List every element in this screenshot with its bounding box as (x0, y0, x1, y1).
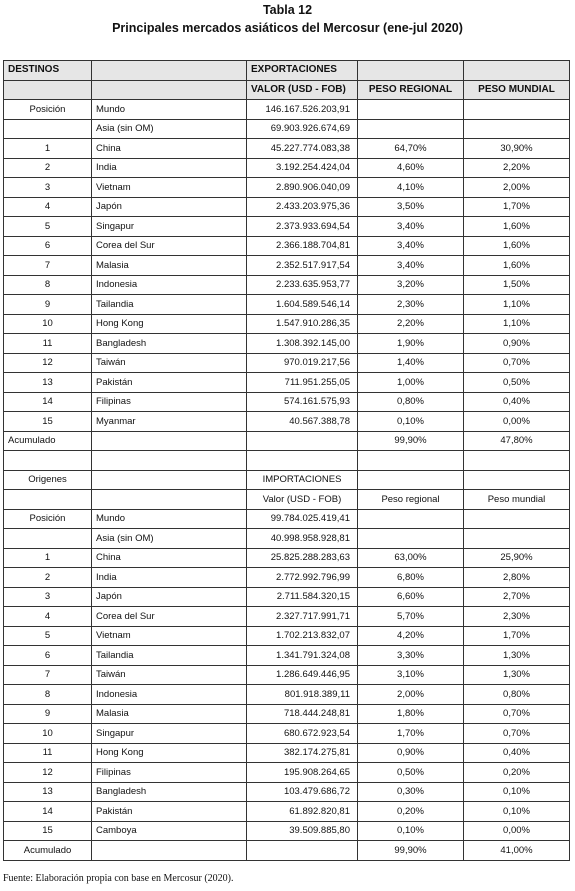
table-row (4, 704, 570, 724)
mercados-table (3, 60, 570, 861)
table-row (4, 568, 570, 588)
asia-label: Asia (sin OM) (92, 119, 247, 139)
position-cell: 15 (4, 821, 92, 841)
peso-regional-header: PESO REGIONAL (358, 80, 464, 100)
export-asia-row (4, 119, 570, 139)
empty-cell (464, 100, 570, 120)
country-cell: India (92, 568, 247, 588)
empty-cell (464, 61, 570, 81)
peso-mundial-cell: 0,20% (464, 763, 570, 783)
acumulado-regional: 99,90% (358, 841, 464, 861)
import-total-row (4, 841, 570, 861)
peso-regional-cell: 4,20% (358, 626, 464, 646)
table-row (4, 217, 570, 237)
asia-label: Asia (sin OM) (92, 529, 247, 549)
peso-mundial-header: PESO MUNDIAL (464, 80, 570, 100)
empty-cell (464, 509, 570, 529)
table-row (4, 392, 570, 412)
empty-cell (92, 841, 247, 861)
position-cell: 2 (4, 568, 92, 588)
country-cell: Tailandia (92, 295, 247, 315)
peso-mundial-cell: 0,10% (464, 802, 570, 822)
acumulado-regional: 99,90% (358, 431, 464, 451)
peso-regional-cell: 3,40% (358, 217, 464, 237)
peso-regional-cell: 0,30% (358, 782, 464, 802)
peso-mundial-cell: 0,00% (464, 821, 570, 841)
peso-mundial-cell: 1,70% (464, 626, 570, 646)
import-asia-row (4, 529, 570, 549)
export-total-row (4, 431, 570, 451)
position-cell: 10 (4, 314, 92, 334)
peso-regional-cell: 6,60% (358, 587, 464, 607)
value-cell: 40.567.388,78 (247, 412, 358, 432)
value-cell: 103.479.686,72 (247, 782, 358, 802)
empty-cell (358, 470, 464, 490)
table-row (4, 685, 570, 705)
peso-mundial-cell: 0,70% (464, 353, 570, 373)
value-cell: 2.890.906.040,09 (247, 178, 358, 198)
peso-mundial-cell: 30,90% (464, 139, 570, 159)
value-cell: 680.672.923,54 (247, 724, 358, 744)
peso-mundial-cell: 1,30% (464, 665, 570, 685)
empty-cell (358, 100, 464, 120)
value-cell: 1.604.589.546,14 (247, 295, 358, 315)
country-cell: Pakistán (92, 802, 247, 822)
empty-cell (92, 61, 247, 81)
peso-mundial-cell: 0,50% (464, 373, 570, 393)
position-cell: 6 (4, 646, 92, 666)
empty-cell (358, 119, 464, 139)
table-row (4, 197, 570, 217)
peso-mundial-cell: 0,40% (464, 743, 570, 763)
table-row (4, 256, 570, 276)
empty-cell (92, 80, 247, 100)
table-row (4, 139, 570, 159)
country-cell: Japón (92, 197, 247, 217)
table-row (4, 178, 570, 198)
position-cell: 13 (4, 373, 92, 393)
country-cell: Bangladesh (92, 782, 247, 802)
position-cell: 7 (4, 665, 92, 685)
country-cell: Tailandia (92, 646, 247, 666)
position-cell: 13 (4, 782, 92, 802)
country-cell: Taiwán (92, 665, 247, 685)
value-cell: 39.509.885,80 (247, 821, 358, 841)
mundo-value: 99.784.025.419,41 (247, 509, 358, 529)
peso-mundial-cell: 1,60% (464, 217, 570, 237)
position-cell: 14 (4, 392, 92, 412)
empty-cell (92, 470, 247, 490)
origenes-header: Origenes (4, 470, 92, 490)
peso-regional-cell: 3,40% (358, 256, 464, 276)
country-cell: Filipinas (92, 763, 247, 783)
peso-regional-cell: 3,50% (358, 197, 464, 217)
peso-regional-cell: 5,70% (358, 607, 464, 627)
table-row (4, 724, 570, 744)
empty-cell (464, 470, 570, 490)
peso-regional-cell: 0,20% (358, 802, 464, 822)
posicion-label: Posición (4, 509, 92, 529)
peso-regional-cell: 2,00% (358, 685, 464, 705)
country-cell: Pakistán (92, 373, 247, 393)
peso-regional-cell: 1,70% (358, 724, 464, 744)
empty-cell (464, 119, 570, 139)
value-cell: 2.711.584.320,15 (247, 587, 358, 607)
peso-regional-cell: 4,10% (358, 178, 464, 198)
peso-regional-cell: 0,10% (358, 412, 464, 432)
table-row (4, 782, 570, 802)
value-cell: 1.341.791.324,08 (247, 646, 358, 666)
value-cell: 2.233.635.953,77 (247, 275, 358, 295)
country-cell: Singapur (92, 724, 247, 744)
value-cell: 2.772.992.796,99 (247, 568, 358, 588)
empty-cell (358, 509, 464, 529)
position-cell: 10 (4, 724, 92, 744)
peso-regional-cell: 3,40% (358, 236, 464, 256)
country-cell: Camboya (92, 821, 247, 841)
value-cell: 2.366.188.704,81 (247, 236, 358, 256)
peso-regional-cell: 3,30% (358, 646, 464, 666)
peso-regional-cell: 1,00% (358, 373, 464, 393)
value-cell: 2.327.717.991,71 (247, 607, 358, 627)
peso-mundial-cell: 25,90% (464, 548, 570, 568)
value-cell: 801.918.389,11 (247, 685, 358, 705)
empty-cell (4, 119, 92, 139)
peso-mundial-cell: 0,80% (464, 685, 570, 705)
peso-mundial-cell: 2,30% (464, 607, 570, 627)
acumulado-mundial: 41,00% (464, 841, 570, 861)
table-row (4, 743, 570, 763)
peso-regional-cell: 2,20% (358, 314, 464, 334)
peso-regional-cell: 1,40% (358, 353, 464, 373)
position-cell: 11 (4, 334, 92, 354)
empty-cell (92, 490, 247, 510)
table-row (4, 334, 570, 354)
value-cell: 45.227.774.083,38 (247, 139, 358, 159)
peso-mundial-cell: 1,70% (464, 197, 570, 217)
position-cell: 1 (4, 548, 92, 568)
empty-cell (92, 431, 247, 451)
peso-regional-cell: 3,20% (358, 275, 464, 295)
position-cell: 9 (4, 295, 92, 315)
peso-mundial-cell: 1,10% (464, 314, 570, 334)
peso-mundial-cell: 1,60% (464, 256, 570, 276)
value-cell: 382.174.275,81 (247, 743, 358, 763)
peso-regional-cell: 0,10% (358, 821, 464, 841)
table-body (4, 61, 570, 861)
table-row (4, 548, 570, 568)
import-header-row-1 (4, 470, 570, 490)
position-cell: 4 (4, 197, 92, 217)
country-cell: Vietnam (92, 178, 247, 198)
peso-mundial-cell: 0,70% (464, 704, 570, 724)
peso-regional-header: Peso regional (358, 490, 464, 510)
country-cell: India (92, 158, 247, 178)
table-number: Tabla 12 (262, 3, 313, 17)
peso-mundial-cell: 0,00% (464, 412, 570, 432)
value-cell: 711.951.255,05 (247, 373, 358, 393)
value-cell: 195.908.264,65 (247, 763, 358, 783)
peso-mundial-cell: 2,80% (464, 568, 570, 588)
peso-mundial-cell: 0,10% (464, 782, 570, 802)
value-cell: 2.352.517.917,54 (247, 256, 358, 276)
table-row (4, 314, 570, 334)
country-cell: Bangladesh (92, 334, 247, 354)
acumulado-mundial: 47,80% (464, 431, 570, 451)
position-cell: 12 (4, 353, 92, 373)
value-cell: 61.892.820,81 (247, 802, 358, 822)
value-cell: 1.547.910.286,35 (247, 314, 358, 334)
peso-regional-cell: 64,70% (358, 139, 464, 159)
peso-regional-cell: 4,60% (358, 158, 464, 178)
country-cell: Vietnam (92, 626, 247, 646)
source-note: Fuente: Elaboración propia con base en Mercosur (2020). (3, 873, 234, 884)
empty-cell (358, 529, 464, 549)
country-cell: Filipinas (92, 392, 247, 412)
country-cell: Singapur (92, 217, 247, 237)
peso-mundial-header: Peso mundial (464, 490, 570, 510)
country-cell: Corea del Sur (92, 236, 247, 256)
acumulado-label: Acumulado (4, 431, 92, 451)
table-row (4, 236, 570, 256)
country-cell: Indonesia (92, 685, 247, 705)
country-cell: China (92, 548, 247, 568)
peso-regional-cell: 1,80% (358, 704, 464, 724)
peso-mundial-cell: 2,20% (464, 158, 570, 178)
country-cell: Taiwán (92, 353, 247, 373)
table-row (4, 275, 570, 295)
empty-cell (4, 490, 92, 510)
country-cell: Hong Kong (92, 314, 247, 334)
empty-cell (247, 841, 358, 861)
position-cell: 4 (4, 607, 92, 627)
asia-value: 40.998.958.928,81 (247, 529, 358, 549)
table-row (4, 587, 570, 607)
value-cell: 1.308.392.145,00 (247, 334, 358, 354)
peso-regional-cell: 1,90% (358, 334, 464, 354)
table-row (4, 158, 570, 178)
country-cell: Malasia (92, 704, 247, 724)
country-cell: Hong Kong (92, 743, 247, 763)
table-row (4, 665, 570, 685)
empty-cell (358, 61, 464, 81)
value-cell: 970.019.217,56 (247, 353, 358, 373)
destinos-header: DESTINOS (4, 61, 92, 81)
value-cell: 2.433.203.975,36 (247, 197, 358, 217)
value-cell: 574.161.575,93 (247, 392, 358, 412)
position-cell: 8 (4, 685, 92, 705)
empty-cell (464, 529, 570, 549)
peso-regional-cell: 3,10% (358, 665, 464, 685)
position-cell: 12 (4, 763, 92, 783)
peso-mundial-cell: 0,40% (464, 392, 570, 412)
importaciones-header: IMPORTACIONES (247, 470, 358, 490)
peso-mundial-cell: 0,90% (464, 334, 570, 354)
position-cell: 9 (4, 704, 92, 724)
export-mundo-row (4, 100, 570, 120)
position-cell: 14 (4, 802, 92, 822)
position-cell: 15 (4, 412, 92, 432)
position-cell: 5 (4, 217, 92, 237)
table-row (4, 802, 570, 822)
peso-mundial-cell: 1,10% (464, 295, 570, 315)
export-header-row-2 (4, 80, 570, 100)
valor-header: Valor (USD - FOB) (247, 490, 358, 510)
table-title: Principales mercados asiáticos del Mercosur (ene-jul 2020) (112, 21, 463, 35)
table-row (4, 763, 570, 783)
peso-regional-cell: 63,00% (358, 548, 464, 568)
peso-mundial-cell: 2,00% (464, 178, 570, 198)
peso-mundial-cell: 1,30% (464, 646, 570, 666)
position-cell: 11 (4, 743, 92, 763)
peso-regional-cell: 0,80% (358, 392, 464, 412)
mundo-label: Mundo (92, 100, 247, 120)
valor-header: VALOR (USD - FOB) (247, 80, 358, 100)
position-cell: 6 (4, 236, 92, 256)
position-cell: 1 (4, 139, 92, 159)
table-row (4, 295, 570, 315)
mundo-label: Mundo (92, 509, 247, 529)
table-row (4, 373, 570, 393)
table-row (4, 821, 570, 841)
mundo-value: 146.167.526.203,91 (247, 100, 358, 120)
position-cell: 2 (4, 158, 92, 178)
value-cell: 2.373.933.694,54 (247, 217, 358, 237)
country-cell: Malasia (92, 256, 247, 276)
peso-mundial-cell: 0,70% (464, 724, 570, 744)
empty-cell (4, 80, 92, 100)
export-header-row-1 (4, 61, 570, 81)
import-mundo-row (4, 509, 570, 529)
spacer-row (4, 451, 570, 471)
country-cell: Myanmar (92, 412, 247, 432)
value-cell: 25.825.288.283,63 (247, 548, 358, 568)
position-cell: 3 (4, 178, 92, 198)
country-cell: Japón (92, 587, 247, 607)
country-cell: Corea del Sur (92, 607, 247, 627)
table-row (4, 626, 570, 646)
table-row (4, 353, 570, 373)
value-cell: 1.702.213.832,07 (247, 626, 358, 646)
peso-regional-cell: 0,50% (358, 763, 464, 783)
country-cell: China (92, 139, 247, 159)
peso-regional-cell: 0,90% (358, 743, 464, 763)
value-cell: 1.286.649.446,95 (247, 665, 358, 685)
empty-cell (4, 529, 92, 549)
peso-mundial-cell: 1,50% (464, 275, 570, 295)
position-cell: 3 (4, 587, 92, 607)
import-header-row-2 (4, 490, 570, 510)
asia-value: 69.903.926.674,69 (247, 119, 358, 139)
value-cell: 718.444.248,81 (247, 704, 358, 724)
table-row (4, 607, 570, 627)
acumulado-label: Acumulado (4, 841, 92, 861)
empty-cell (247, 431, 358, 451)
peso-mundial-cell: 2,70% (464, 587, 570, 607)
value-cell: 3.192.254.424,04 (247, 158, 358, 178)
peso-regional-cell: 6,80% (358, 568, 464, 588)
posicion-label: Posición (4, 100, 92, 120)
peso-mundial-cell: 1,60% (464, 236, 570, 256)
position-cell: 7 (4, 256, 92, 276)
exportaciones-header: EXPORTACIONES (247, 61, 358, 81)
country-cell: Indonesia (92, 275, 247, 295)
position-cell: 5 (4, 626, 92, 646)
table-row (4, 646, 570, 666)
position-cell: 8 (4, 275, 92, 295)
peso-regional-cell: 2,30% (358, 295, 464, 315)
table-row (4, 412, 570, 432)
